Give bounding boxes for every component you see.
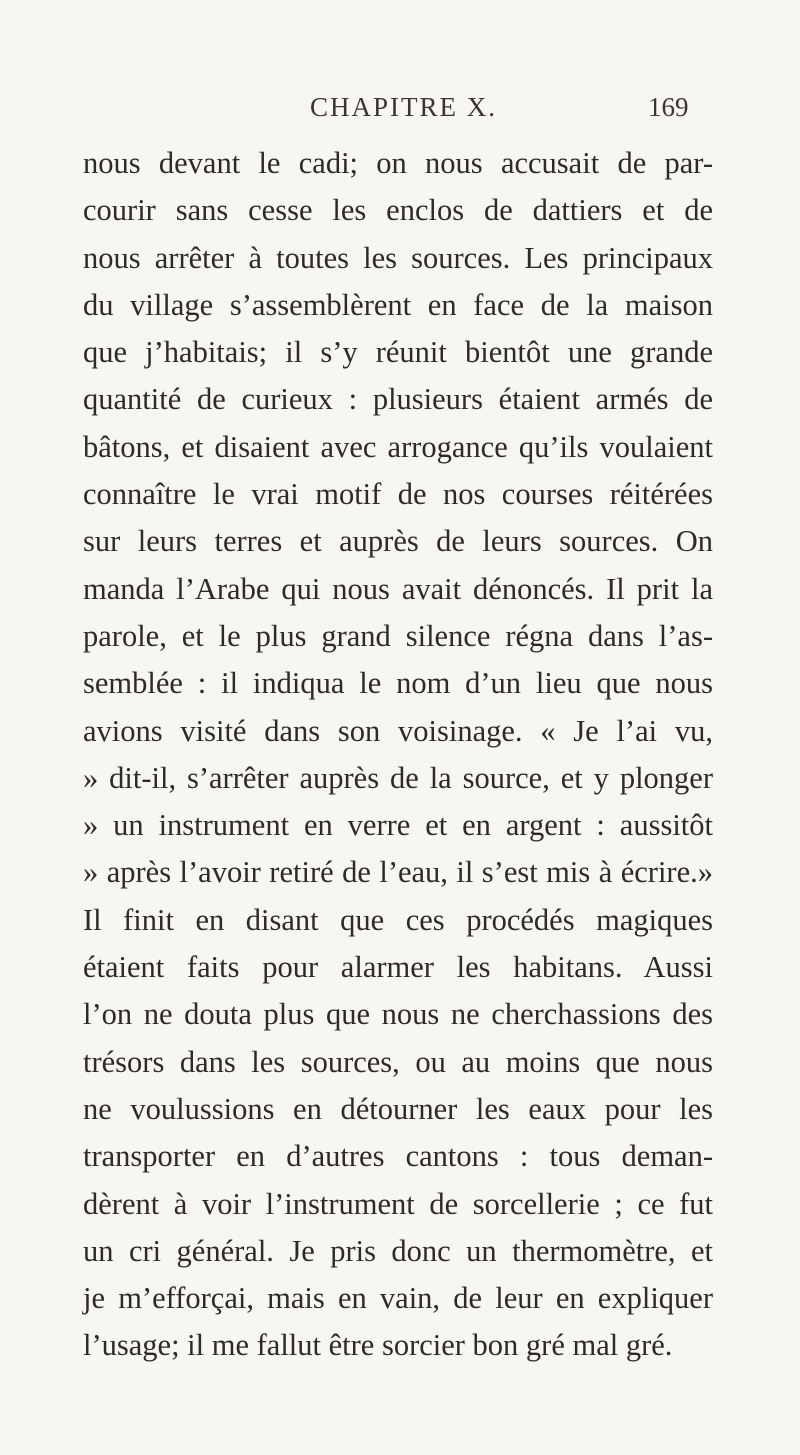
text-line: » après l’avoir retiré de l’eau, il s’est mis à écrire.» [83, 855, 713, 890]
text-line: ne voulussions en détourner les eaux pour les [83, 1091, 713, 1126]
text-line: que j’habitais; il s’y réunit bientôt une grande [83, 335, 713, 370]
running-header [0, 92, 800, 132]
text-line: connaître le vrai motif de nos courses réitérées [83, 477, 713, 512]
text-line: trésors dans les sources, ou au moins que nous [83, 1044, 713, 1079]
text-line: un cri général. Je pris donc un thermomètre, et [83, 1233, 713, 1268]
text-line: avions visité dans son voisinage. « Je l’ai vu, [83, 713, 713, 748]
text-line: courir sans cesse les enclos de dattiers et de [83, 193, 713, 228]
text-line: dèrent à voir l’instrument de sorcellerie ; ce fut [83, 1186, 713, 1221]
text-line: je m’efforçai, mais en vain, de leur en expliquer [83, 1281, 713, 1316]
text-line: nous devant le cadi; on nous accusait de par- [83, 146, 713, 180]
text-line: parole, et le plus grand silence régna dans l’as- [83, 618, 713, 653]
text-line: nous arrêter à toutes les sources. Les principaux [83, 240, 713, 275]
page-number: 169 [648, 92, 689, 122]
text-line: » un instrument en verre et en argent : aussitôt [83, 808, 713, 843]
text-line: manda l’Arabe qui nous avait dénoncés. Il prit la [83, 571, 713, 606]
text-line: étaient faits pour alarmer les habitans. Aussi [83, 950, 713, 985]
text-line: sur leurs terres et auprès de leurs sources. On [83, 524, 713, 559]
text-line: l’usage; il me fallut être sorcier bon gré mal gré. [83, 1328, 673, 1363]
text-line: transporter en d’autres cantons : tous deman- [83, 1139, 713, 1174]
text-line: semblée : il indiqua le nom d’un lieu que nous [83, 666, 713, 701]
chapter-title: CHAPITRE X. [310, 92, 498, 122]
text-line: l’on ne douta plus que nous ne cherchassions des [83, 997, 713, 1032]
body-text [83, 140, 713, 1370]
text-line: » dit-il, s’arrêter auprès de la source, et y plonger [83, 760, 713, 795]
text-line: Il finit en disant que ces procédés magiques [83, 902, 713, 937]
text-line: quantité de curieux : plusieurs étaient armés de [83, 382, 713, 417]
text-line: bâtons, et disaient avec arrogance qu’ils voulaient [83, 429, 713, 464]
text-line: du village s’assemblèrent en face de la maison [83, 287, 713, 322]
